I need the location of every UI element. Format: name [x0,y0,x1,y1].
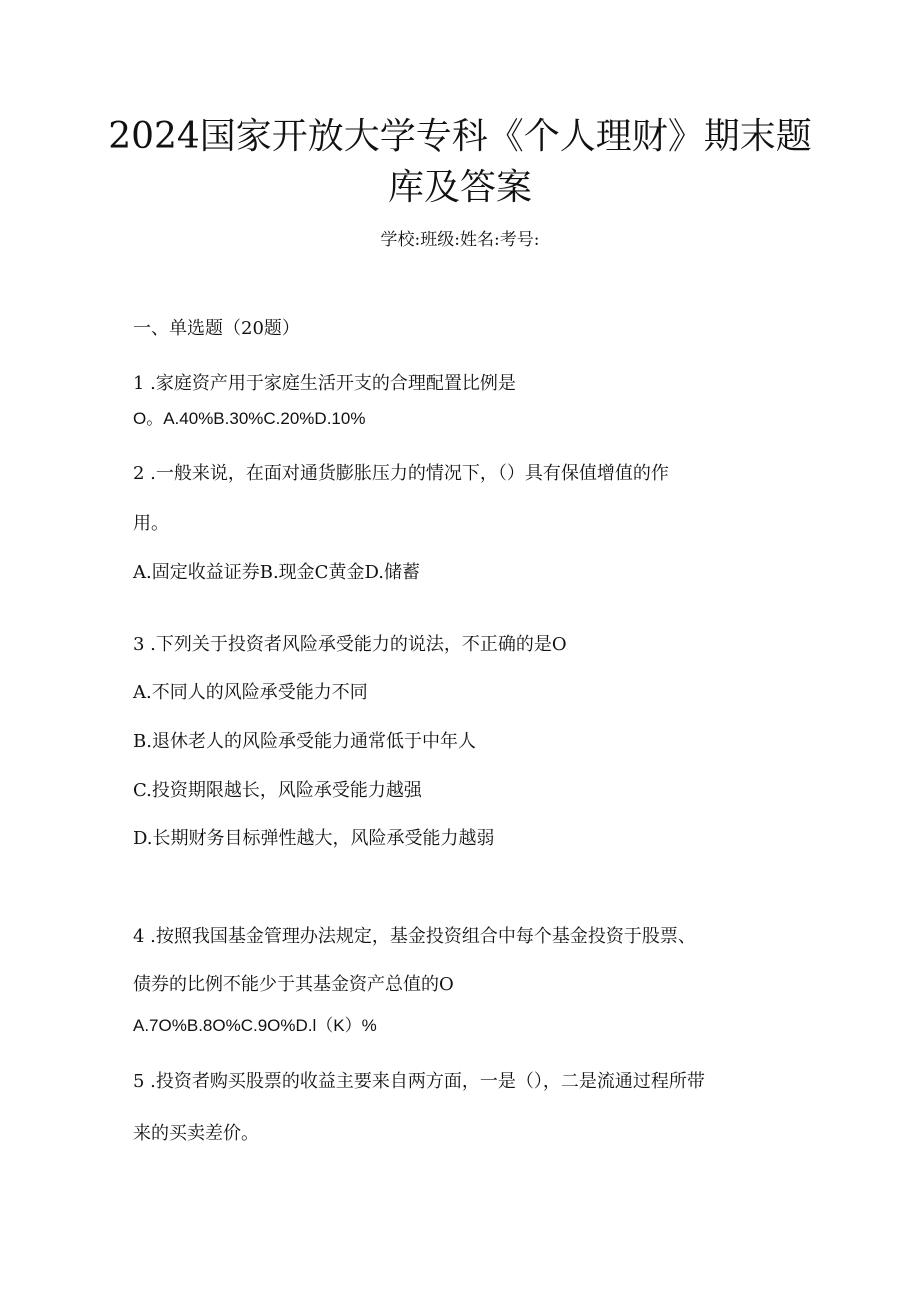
question-2-options: A.固定收益证券B.现金C黄金D.储蓄 [133,562,420,583]
question-3-stem: 3 .下列关于投资者风险承受能力的说法，不正确的是O [133,634,567,655]
question-4-stem-cont: 债券的比例不能少于其基金资产总值的O [133,974,454,995]
student-info-line: 学校:班级:姓名:考号: [380,230,540,250]
question-5-stem: 5 .投资者购买股票的收益主要来自两方面，一是（），二是流通过程所带 [133,1071,705,1092]
question-3-option-a: A.不同人的风险承受能力不同 [133,682,368,703]
question-4-options: A.7O%B.8O%C.9O%D.l（K）% [133,1016,377,1035]
document-title-line-1: 2024国家开放大学专科《个人理财》期末题 [108,116,812,157]
document-title-line-2: 库及答案 [387,167,532,208]
question-1-options: O。A.40%B.30%C.20%D.10% [133,409,366,428]
question-3-option-d: D.长期财务目标弹性越大，风险承受能力越弱 [133,828,495,849]
question-5-stem-cont: 来的买卖差价。 [133,1123,259,1144]
question-1-stem: 1 .家庭资产用于家庭生活开支的合理配置比例是 [133,373,516,394]
question-2-stem: 2 .一般来说，在面对通货膨胀压力的情况下，（）具有保值增值的作 [133,463,669,484]
question-4-stem: 4 .按照我国基金管理办法规定，基金投资组合中每个基金投资于股票、 [133,926,696,947]
question-2-stem-cont: 用。 [133,513,169,534]
section-heading: 一、单选题（20题） [133,318,300,339]
question-3-option-b: B.退休老人的风险承受能力通常低于中年人 [133,731,476,752]
question-3-option-c: C.投资期限越长，风险承受能力越强 [133,780,422,801]
